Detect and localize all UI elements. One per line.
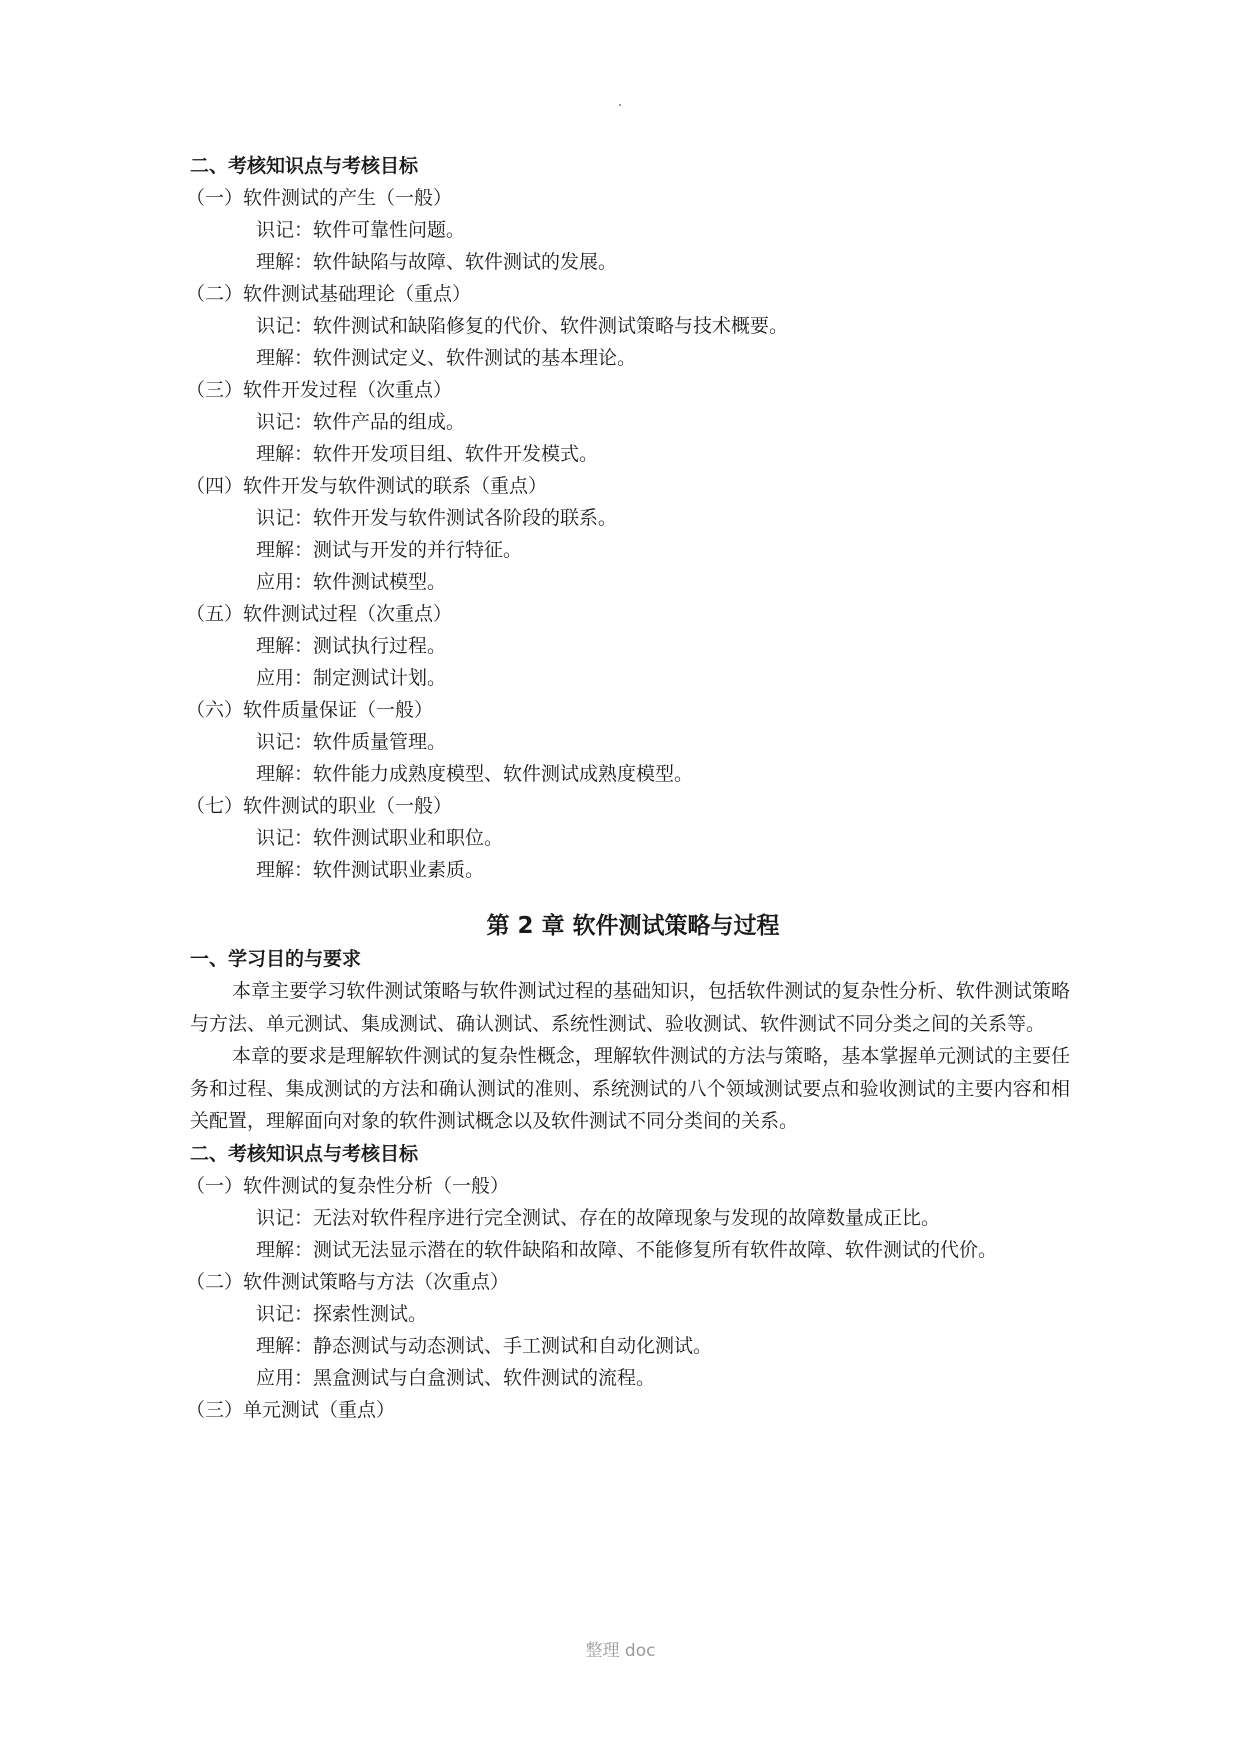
topic-line: 识记：软件产品的组成。 — [256, 411, 466, 433]
topic-title: （四）软件开发与软件测试的联系（重点） — [186, 475, 548, 497]
page-mark — [619, 104, 621, 106]
topic-line: 识记：软件测试和缺陷修复的代价、软件测试策略与技术概要。 — [256, 315, 789, 337]
topic-title: （三）软件开发过程（次重点） — [186, 379, 453, 401]
page-footer: 整理 doc — [585, 1641, 656, 1661]
topic-line: 识记：软件可靠性问题。 — [256, 219, 466, 241]
topic-line: 理解：软件缺陷与故障、软件测试的发展。 — [256, 251, 618, 273]
topic-line: 理解：测试与开发的并行特征。 — [256, 539, 523, 561]
topic-title: （一）软件测试的产生（一般） — [186, 187, 453, 209]
section-heading: 一、学习目的与要求 — [190, 948, 362, 970]
topic-line: 识记：探索性测试。 — [256, 1302, 428, 1325]
topic-line: 理解：软件开发项目组、软件开发模式。 — [256, 443, 599, 465]
topic-line: 理解：静态测试与动态测试、手工测试和自动化测试。 — [256, 1334, 713, 1357]
topic-line: 应用：制定测试计划。 — [256, 667, 447, 689]
topic-title: （五）软件测试过程（次重点） — [186, 603, 453, 625]
section-heading: 二、考核知识点与考核目标 — [190, 155, 419, 177]
topic-line: 识记：无法对软件程序进行完全测试、存在的故障现象与发现的故障数量成正比。 — [256, 1206, 941, 1229]
chapter-title: 第 2 章 软件测试策略与过程 — [486, 913, 780, 939]
topic-line: 识记：软件质量管理。 — [256, 731, 447, 753]
body-paragraph: 本章的要求是理解软件测试的复杂性概念，理解软件测试的方法与策略，基本掌握单元测试的主要任务和过程、集成测试的方法和确认测试的准则、系统测试的八个领域测试要点和验收测试的主要内容和相关配置，理解面向对象的软件测试概念以及软件测试不同分类间的关系。 — [190, 1045, 1070, 1132]
topic-title: （二）软件测试策略与方法（次重点） — [186, 1270, 510, 1293]
topic-line: 应用：软件测试模型。 — [256, 571, 447, 593]
topic-line: 应用：黑盒测试与白盒测试、软件测试的流程。 — [256, 1366, 656, 1389]
topic-line: 识记：软件测试职业和职位。 — [256, 827, 504, 849]
topic-line: 识记：软件开发与软件测试各阶段的联系。 — [256, 507, 618, 529]
topic-title: （二）软件测试基础理论（重点） — [186, 283, 472, 305]
topic-line: 理解：软件测试定义、软件测试的基本理论。 — [256, 347, 637, 369]
topic-line: 理解：测试执行过程。 — [256, 635, 447, 657]
section-heading: 二、考核知识点与考核目标 — [190, 1142, 419, 1165]
topic-title: （一）软件测试的复杂性分析（一般） — [186, 1174, 510, 1197]
topic-line: 理解：测试无法显示潜在的软件缺陷和故障、不能修复所有软件故障、软件测试的代价。 — [256, 1238, 998, 1261]
topic-title: （六）软件质量保证（一般） — [186, 699, 434, 721]
topic-title: （七）软件测试的职业（一般） — [186, 795, 453, 817]
topic-title: （三）单元测试（重点） — [186, 1398, 396, 1421]
body-paragraph: 本章主要学习软件测试策略与软件测试过程的基础知识，包括软件测试的复杂性分析、软件测试策略与方法、单元测试、集成测试、确认测试、系统性测试、验收测试、软件测试不同分类之间的关系等。 — [190, 980, 1070, 1035]
topic-line: 理解：软件能力成熟度模型、软件测试成熟度模型。 — [256, 763, 694, 785]
topic-line: 理解：软件测试职业素质。 — [256, 859, 485, 881]
page-content — [186, 150, 1070, 1426]
